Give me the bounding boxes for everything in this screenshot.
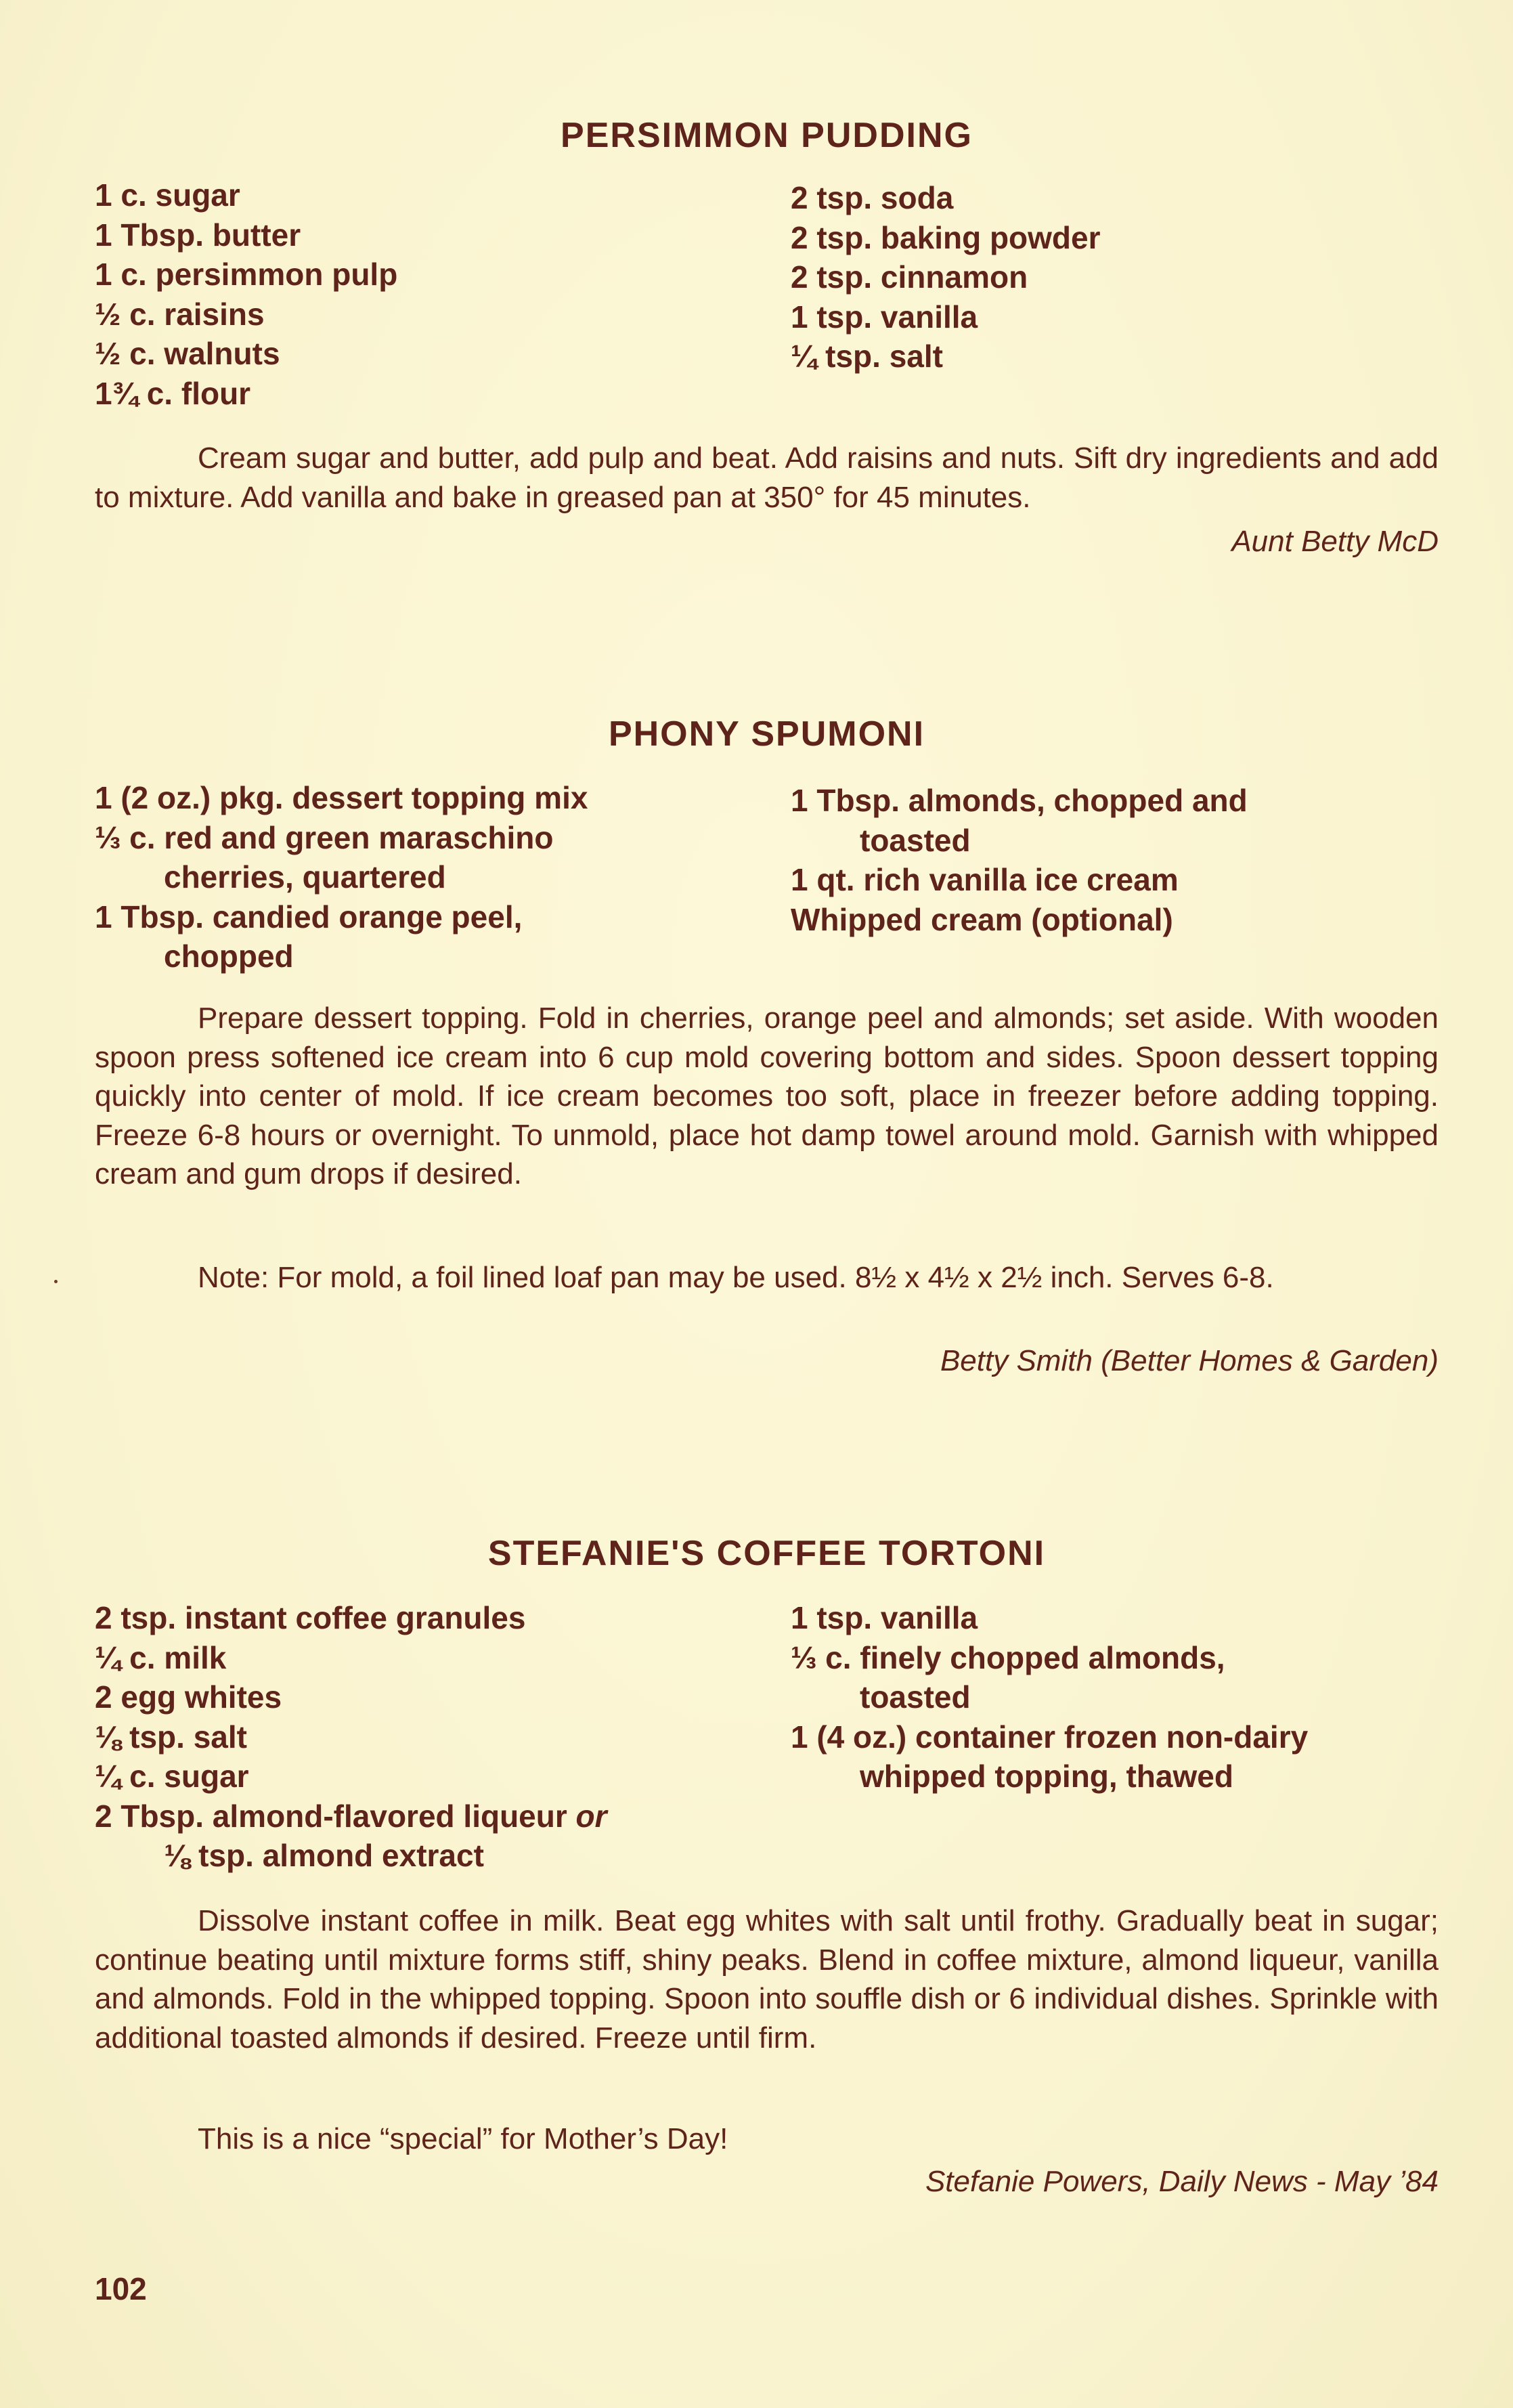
ingredient: 2 egg whites: [95, 1679, 282, 1715]
ingredients-left-column: [95, 175, 397, 413]
recipe-directions: Dissolve instant coffee in milk. Beat egg whites with salt until frothy. Gradually beat in sugar; continue beating until mixture forms stiff, shiny peaks. Blend in coffee mixture, almond liqueur, vanilla and almonds. Fold in the whipped topping. Spoon into souffle dish or 6 individual dishes. Sprinkle with additional toasted almonds if desired. Freeze until firm.: [95, 1904, 1439, 2055]
ingredient-alternative-word: or: [575, 1798, 607, 1834]
ingredient: whipped topping, thawed: [860, 1759, 1233, 1794]
ingredient: 1 Tbsp. butter: [95, 217, 301, 253]
recipe-title: PERSIMMON PUDDING: [561, 116, 973, 155]
recipe-note: Note: For mold, a foil lined loaf pan may be used. 8½ x 4½ x 2½ inch. Serves 6-8.: [198, 1261, 1274, 1294]
ingredient: ¼ c. sugar: [95, 1759, 249, 1794]
recipe-credit: Betty Smith (Better Homes & Garden): [940, 1344, 1439, 1377]
ingredient: 1 Tbsp. almonds, chopped and: [791, 783, 1248, 818]
recipe-title: STEFANIE'S COFFEE TORTONI: [487, 1534, 1046, 1573]
ingredient: 2 tsp. cinnamon: [791, 259, 1028, 295]
ingredients-right-column: [791, 178, 1101, 377]
ingredient: ⅛ tsp. salt: [95, 1719, 247, 1755]
ingredient: 1 tsp. vanilla: [791, 1600, 978, 1635]
ingredient: 2 tsp. baking powder: [791, 219, 1101, 255]
ingredients-right-column: [791, 1598, 1308, 1797]
ingredient: ½ c. walnuts: [95, 336, 280, 371]
ingredient: 1 tsp. vanilla: [791, 299, 978, 335]
ingredient: ⅛ tsp. almond extract: [164, 1838, 484, 1873]
ingredient: 1 c. sugar: [95, 177, 240, 213]
recipe-credit: Aunt Betty McD: [1231, 525, 1439, 558]
ingredient: Whipped cream (optional): [791, 901, 1173, 937]
ingredient: [95, 1797, 607, 1836]
recipe-credit: Stefanie Powers, Daily News - May ’84: [925, 2165, 1439, 2198]
ingredients-left-column: [95, 1598, 607, 1876]
ingredient: chopped: [164, 939, 294, 974]
recipe-directions: Cream sugar and butter, add pulp and beat. Add raisins and nuts. Sift dry ingredients and add to mixture. Add vanilla and bake in greased pan at 350° for 45 minutes.: [95, 442, 1439, 514]
ingredient: 1 Tbsp. candied orange peel,: [95, 899, 523, 934]
ingredient: ¼ c. milk: [95, 1639, 227, 1675]
page-number: 102: [95, 2271, 147, 2306]
ingredient: ½ c. raisins: [95, 296, 265, 332]
ingredient: 2 tsp. instant coffee granules: [95, 1600, 526, 1635]
recipe-title: PHONY SPUMONI: [608, 714, 925, 754]
recipe-directions: Prepare dessert topping. Fold in cherries, orange peel and almonds; set aside. With wooden spoon press softened ice cream into 6 cup mold covering bottom and sides. Spoon dessert topping quickly into center of mold. If ice cream becomes too soft, place in freezer before adding topping. Freeze 6-8 hours or overnight. To unmold, place hot damp towel around mold. Garnish with whipped cream and gum drops if desired.: [95, 1002, 1439, 1190]
ingredient: ⅓ c. finely chopped almonds,: [791, 1639, 1225, 1675]
ingredient: 1 c. persimmon pulp: [95, 257, 398, 292]
ingredient-text: 2 Tbsp. almond-flavored liqueur: [95, 1798, 567, 1834]
ingredient: 1 (4 oz.) container frozen non-dairy: [791, 1719, 1309, 1755]
recipe-note: This is a nice “special” for Mother’s Day!: [198, 2122, 728, 2155]
ingredient: 1 qt. rich vanilla ice cream: [791, 862, 1179, 897]
print-speck: [54, 1280, 58, 1283]
ingredient: 1¾ c. flour: [95, 375, 251, 411]
ingredient: toasted: [860, 822, 971, 858]
ingredient: 1 (2 oz.) pkg. dessert topping mix: [95, 780, 588, 815]
ingredients-right-column: [791, 781, 1248, 939]
ingredients-left-column: [95, 778, 588, 976]
ingredient: ⅓ c. red and green maraschino: [95, 819, 554, 855]
ingredient: cherries, quartered: [164, 859, 446, 895]
ingredient: ¼ tsp. salt: [791, 339, 943, 374]
ingredient: toasted: [860, 1679, 971, 1715]
ingredient: 2 tsp. soda: [791, 180, 954, 215]
